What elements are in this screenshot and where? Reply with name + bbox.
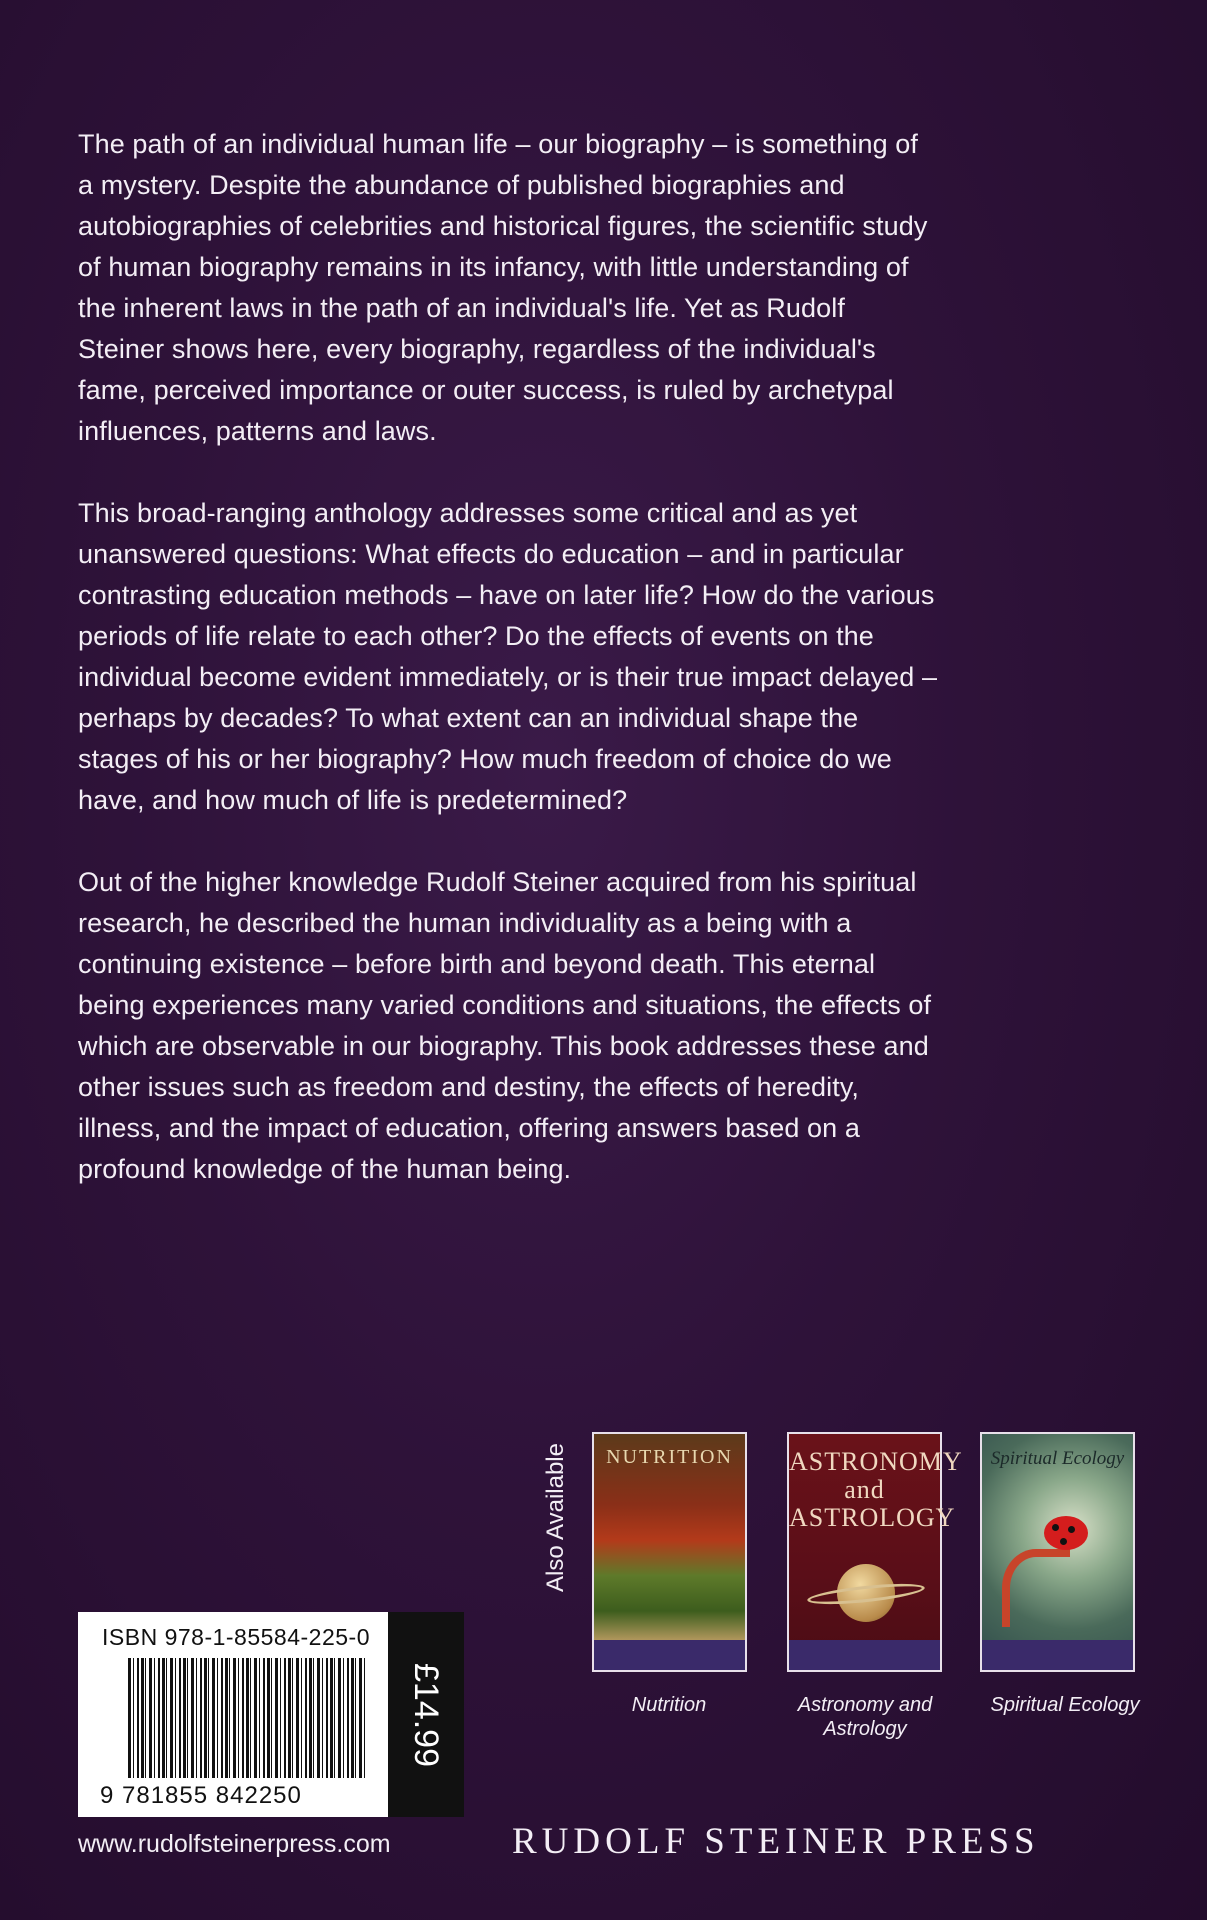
blurb-paragraph-3: Out of the higher knowledge Rudolf Steiner acquired from his spiritual research, he described the human individuality as a being with a continuing existence – before birth and beyond death. This eternal being experiences many varied conditions and situations, the effects of which are observable in our biography. This book addresses these and other issues such as freedom and destiny, the effects of heredity, illness, and the impact of education, offering answers based on a profound knowledge of the human being. [78, 867, 932, 1184]
book-cover-title: NUTRITION [606, 1446, 733, 1468]
plant-stem-icon [1002, 1549, 1070, 1627]
book-cover-footer [594, 1640, 745, 1670]
barcode-icon [128, 1658, 368, 1778]
book-caption-spiritual-ecology: Spiritual Ecology [990, 1694, 1140, 1716]
back-cover-blurb [78, 124, 938, 1231]
isbn-barcode-box [78, 1612, 388, 1817]
blurb-paragraph-1: The path of an individual human life – our biography – is something of a mystery. Despite the abundance of published biographies and autobiographies of celebrities and historical figures, the scientific study of human biography remains in its infancy, with little understanding of the inherent laws in the path of an individual's life. Yet as Rudolf Steiner shows here, every biography, regardless of the individual's fame, perceived importance or outer success, is ruled by archetypal influences, patterns and laws. [78, 129, 928, 446]
price-label: £14.99 [407, 1662, 445, 1767]
book-cover-nutrition [592, 1432, 747, 1672]
ladybug-icon [1044, 1516, 1088, 1550]
book-cover-title: Spiritual Ecology [990, 1448, 1125, 1469]
book-cover-title: ASTRONOMY and ASTROLOGY [789, 1447, 963, 1532]
publisher-website: www.rudolfsteinerpress.com [78, 1830, 391, 1858]
book-cover-spiritual-ecology [980, 1432, 1135, 1672]
book-caption-nutrition: Nutrition [631, 1694, 707, 1716]
book-caption-astronomy: Astronomy and Astrology [797, 1694, 933, 1740]
book-cover-astronomy [787, 1432, 963, 1672]
price-box [388, 1612, 464, 1817]
isbn-label: ISBN 978-1-85584-225-0 [102, 1624, 370, 1650]
blurb-paragraph-2: This broad-ranging anthology addresses some critical and as yet unanswered questions: What effects do education – and in particular contrasting education methods – have on later life? How do the various periods of life relate to each other? Do the effects of events on the individual become evident immediately, or is their true impact delayed – perhaps by decades? To what extent can an individual shape the stages of his or her biography? How much freedom of choice do we have, and how much of life is predetermined? [78, 498, 938, 815]
barcode-digits: 9 781855 842250 [100, 1782, 302, 1809]
book-cover-footer [982, 1640, 1133, 1670]
publisher-name: RUDOLF STEINER PRESS [512, 1821, 1040, 1862]
also-available-label: Also Available [542, 1443, 569, 1593]
book-cover-footer [789, 1640, 940, 1670]
